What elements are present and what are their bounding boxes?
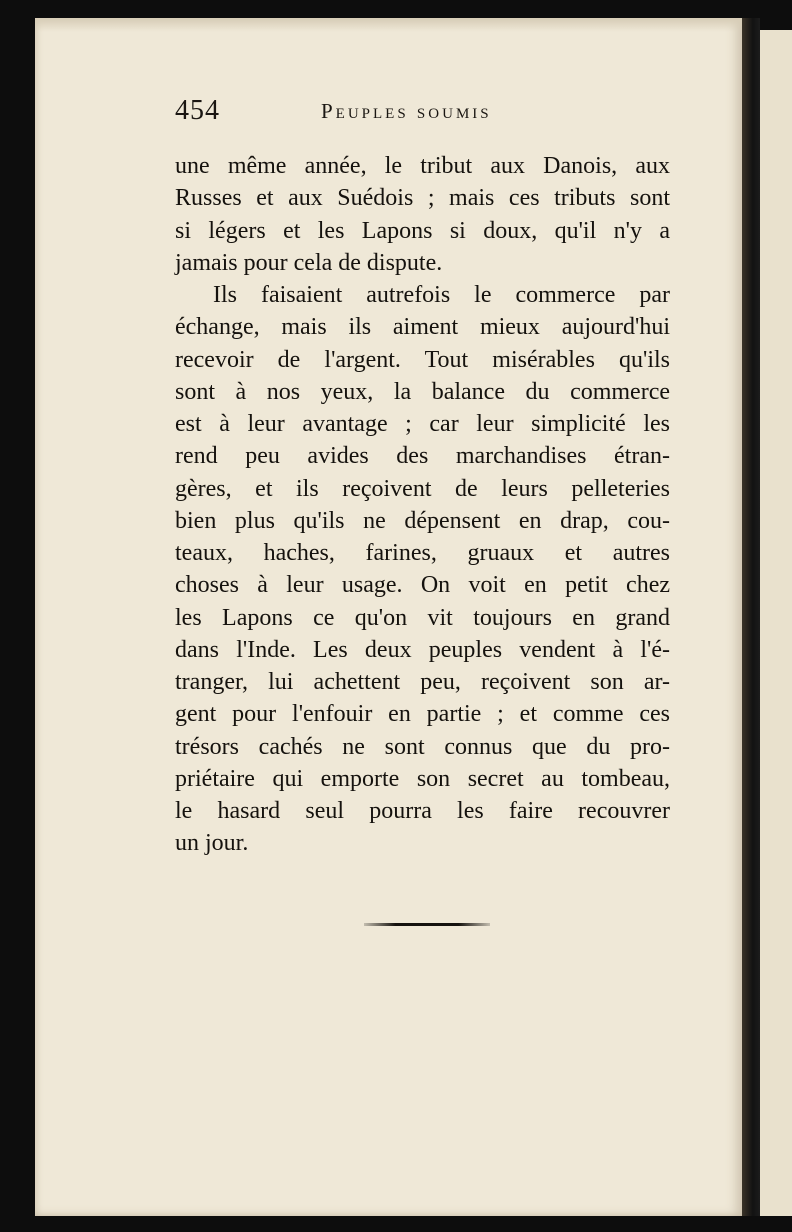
text-line: teaux, haches, farines, gruaux et autres (175, 540, 670, 566)
body-text (175, 150, 670, 860)
text-line: est à leur avantage ; car leur simplicité les (175, 411, 670, 437)
text-line: tranger, lui achettent peu, reçoivent son ar- (175, 669, 670, 695)
text-line: un jour. (175, 830, 249, 857)
text-line: gères, et ils reçoivent de leurs pelleteries (175, 475, 670, 502)
text-line: priétaire qui emporte son secret au tombeau, (175, 765, 670, 792)
text-line: les Lapons ce qu'on vit toujours en grand (175, 604, 670, 631)
text-line: sont à nos yeux, la balance du commerce (175, 378, 670, 405)
page-number: 454 (175, 95, 220, 126)
text-line: rend peu avides des marchandises étran- (175, 443, 670, 470)
text-line: si légers et les Lapons si doux, qu'il n'y a (175, 217, 670, 244)
text-line: Russes et aux Suédois ; mais ces tributs sont (175, 185, 670, 212)
text-line: trésors cachés ne sont connus que du pro- (175, 733, 670, 760)
text-line: échange, mais ils aiment mieux aujourd'hui (175, 314, 670, 341)
page-header (175, 95, 675, 135)
book-gutter (742, 18, 760, 1216)
text-line: gent pour l'enfouir en partie ; et comme ces (175, 701, 670, 728)
text-line: recevoir de l'argent. Tout misérables qu'ils (175, 346, 670, 373)
closing-rule (364, 923, 490, 926)
text-line: jamais pour cela de dispute. (175, 249, 443, 276)
text-line: bien plus qu'ils ne dépensent en drap, cou- (175, 507, 670, 534)
facing-page-edge (760, 30, 792, 1216)
running-title: Peuples soumis (321, 99, 492, 123)
text-line: dans l'Inde. Les deux peuples vendent à l'é- (175, 636, 670, 663)
text-line: le hasard seul pourra les faire recouvrer (175, 798, 670, 824)
text-line: choses à leur usage. On voit en petit chez (175, 572, 670, 599)
text-line: Ils faisaient autrefois le commerce par (213, 282, 670, 308)
text-line: une même année, le tribut aux Danois, aux (175, 153, 670, 179)
